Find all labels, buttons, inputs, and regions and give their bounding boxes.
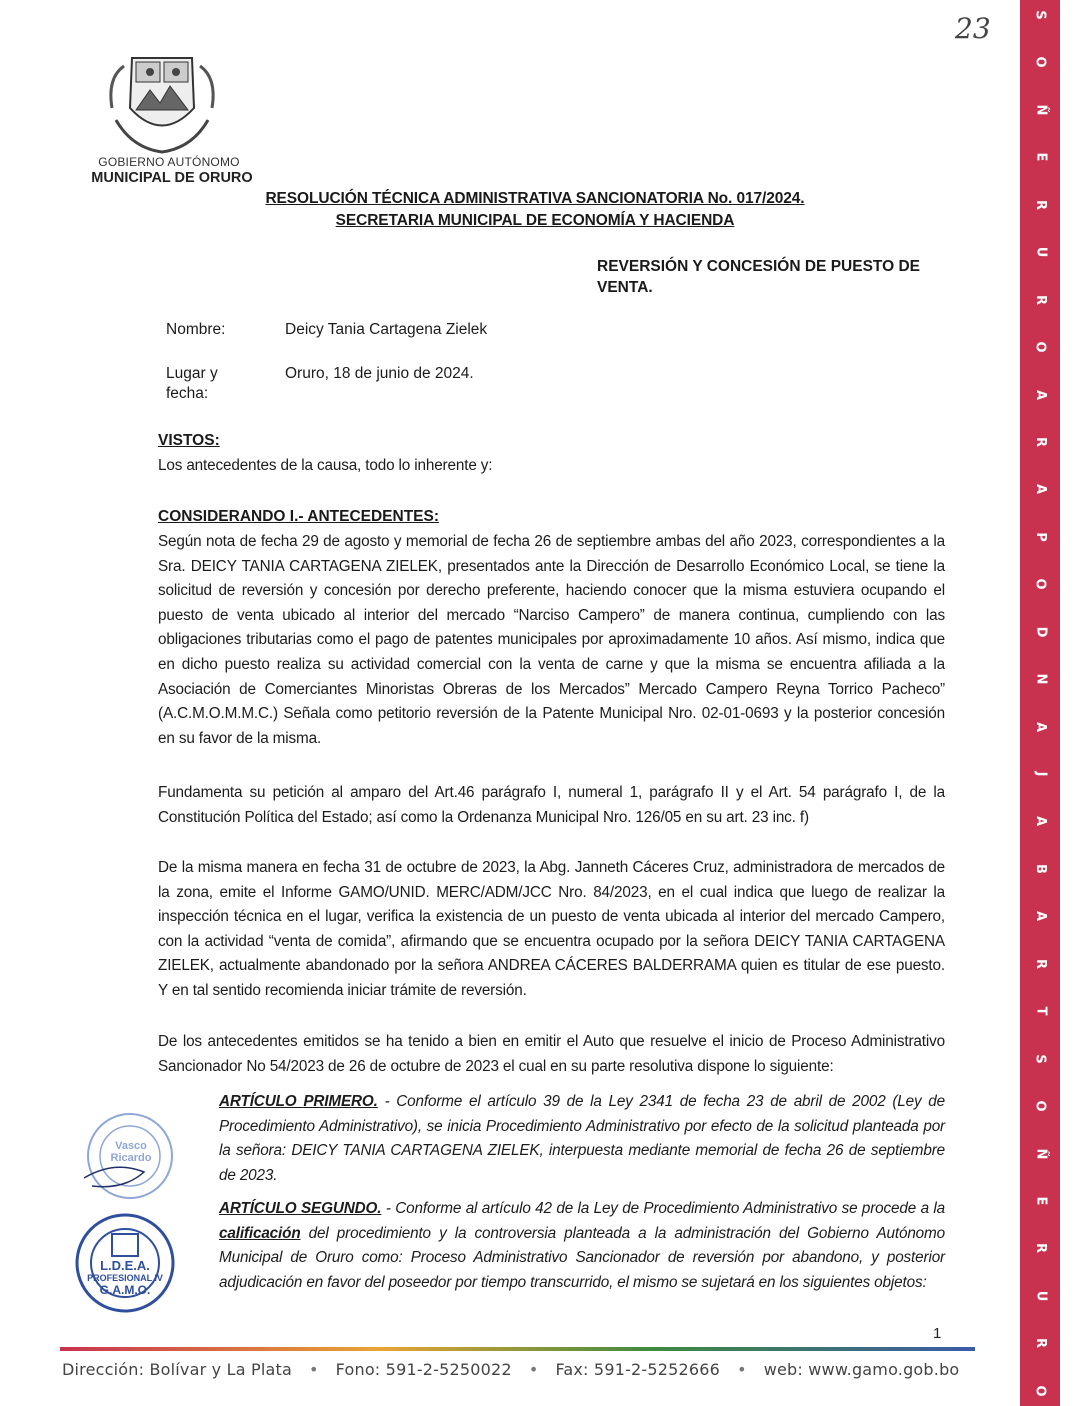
paragraph-fundamento: Fundamenta su petición al amparo del Art.46 parágrafo I, numeral 1, parágrafo II y el Art. 54 parágrafo I, de la Constitución Política del Estado; así como la Ordenanza Municipal Nro. 126/05 en su art. 23 inc. f): [158, 784, 945, 826]
side-band-letter: A: [1033, 911, 1048, 922]
paragraph-auto: De los antecedentes emitidos se ha tenido a bien en emitir el Auto que resuelve el inicio de Proceso Administrativo Sancionador No 54/2023 de 26 de octubre de 2023 el cual en su parte resolutiva dispone lo siguiente:: [158, 1033, 945, 1075]
side-band-letter: S: [1033, 1053, 1048, 1064]
logo-caption-line1: GOBIERNO AUTÓNOMO: [98, 155, 240, 169]
subject: REVERSIÓN Y CONCESIÓN DE PUESTO DE VENTA.: [597, 258, 920, 296]
footer-address: Dirección: Bolívar y La Plata: [62, 1360, 293, 1379]
considerando-heading: CONSIDERANDO I.- ANTECEDENTES:: [158, 508, 440, 525]
handwritten-folio: 23: [955, 12, 991, 45]
side-band-letter: J: [1033, 771, 1048, 777]
side-band-letter: A: [1033, 816, 1048, 827]
article-second: [219, 1197, 945, 1295]
page-number: 1: [933, 1325, 942, 1342]
side-band-letter: E: [1032, 1196, 1048, 1206]
side-band-letter: D: [1032, 626, 1048, 638]
side-band-letter: P: [1033, 532, 1048, 542]
name-value: Deicy Tania Cartagena Zielek: [285, 321, 488, 338]
name-label: Nombre:: [166, 321, 226, 338]
article-first: [219, 1090, 945, 1188]
article-first-text: - Conforme el artículo 39 de la Ley 2341 de fecha 23 de abril de 2002 (Ley de Procedimiento Administrativo), se inicia Procedimiento Administrativo por efecto de la solicitud planteada por la señora: DEICY TANIA CARTAGENA ZIELEK, interpuesta mediante memorial de fecha 26 de septiembre de 2023.: [219, 1093, 945, 1184]
side-band-letter: R: [1032, 436, 1048, 447]
side-band-letter: U: [1033, 1290, 1048, 1302]
footer-separator: •: [309, 1360, 319, 1379]
article-second-text-pre: - Conforme al artículo 42 de la Ley de Procedimiento Administrativo se procede a la: [381, 1200, 945, 1217]
footer-fax: Fax: 591-2-5252666: [555, 1360, 721, 1379]
side-band-letter: A: [1033, 389, 1048, 400]
side-band-letter: O: [1033, 1100, 1048, 1112]
official-seal: [74, 1212, 176, 1314]
secretariat-title: SECRETARIA MUNICIPAL DE ECONOMÍA Y HACIENDA: [335, 212, 735, 229]
article-second-emphasis: calificación: [219, 1224, 301, 1242]
side-band-letter: O: [1033, 56, 1048, 68]
article-second-text-post: del procedimiento y la controversia planteada a la administración del Gobierno Autónomo Municipal de Oruro como: Proceso Administrativo Sancionador de reversión por abandono, y posterior adjudicación en favor del poseedor por tiempo transcurrido, el mismo se sujetará en los siguientes objetos:: [219, 1224, 945, 1291]
vistos-heading: VISTOS:: [158, 432, 220, 449]
side-band-letter: R: [1032, 1243, 1048, 1254]
article-first-label: ARTÍCULO PRIMERO.: [219, 1093, 378, 1110]
side-band-letter: E: [1032, 152, 1048, 162]
place-date-label: Lugar y fecha:: [166, 365, 218, 402]
side-band-letter: A: [1033, 721, 1048, 732]
footer-web[interactable]: web: www.gamo.gob.bo: [763, 1360, 960, 1379]
signature-stamp: [84, 1110, 176, 1202]
side-band-letter: S: [1033, 10, 1048, 20]
side-band-letter: O: [1033, 1385, 1048, 1397]
side-band-letter: N: [1032, 673, 1048, 685]
seal-line1: L.D.E.A.: [100, 1258, 150, 1273]
paragraph-antecedentes: Según nota de fecha 29 de agosto y memorial de fecha 26 de septiembre ambas del año 2023, correspondientes a la Sra. DEICY TANIA CARTAGENA ZIELEK, presentados ante la Dirección de Desarrollo Económico Local, se tiene la solicitud de reversión y concesión por derecho preferente, haciendo conocer que la misma estuviera ocupando el puesto de venta ubicado al interior del mercado “Narciso Campero” de manera continua, cumpliendo con las obligaciones tributarias como el pago de patentes municipales por aproximadamente 10 años. Así mismo, indica que en dicho puesto realiza su actividad comercial con la venta de carne y que la misma se encuentra afiliada a la Asociación de Comerciantes Minoristas Obreras de los Mercados” Mercado Campero Reyna Torrico Pacheco” (A.C.M.O.M.M.C.) Señala como petitorio reversión de la Patente Municipal Nro. 02-01-0693 y la posterior concesión en su favor de la misma.: [158, 533, 945, 747]
side-band-letter: R: [1032, 1338, 1048, 1349]
side-band-letter: R: [1032, 294, 1048, 305]
side-band-letter: Ñ: [1032, 1148, 1048, 1159]
side-band-letter: O: [1033, 578, 1048, 590]
footer-separator: •: [528, 1360, 539, 1379]
side-band-letter: U: [1033, 246, 1048, 258]
footer-separator: •: [737, 1360, 747, 1379]
logo-caption-line2: MUNICIPAL DE ORURO: [91, 170, 253, 186]
side-band-letter: B: [1032, 863, 1048, 874]
side-band-letter: R: [1032, 958, 1048, 969]
footer-phone: Fono: 591-2-5250022: [335, 1360, 512, 1379]
side-band-slogan: [1020, 8, 1060, 1398]
seal-line2: PROFESIONAL IV: [87, 1273, 163, 1283]
article-second-label: ARTÍCULO SEGUNDO.: [219, 1200, 382, 1217]
paragraph-informe: De la misma manera en fecha 31 de octubre de 2023, la Abg. Janneth Cáceres Cruz, administradora de mercados de la zona, emite el Informe GAMO/UNID. MERC/ADM/JCC Nro. 84/2023, en el cual indica que luego de realizar la inspección técnica en el lugar, verifica la existencia de un puesto de venta ubicada al interior del mercado Campero, con la actividad “venta de comida”, afirmando que se encuentra ocupado por la señora DEICY TANIA CARTAGENA ZIELEK, actualmente abandonado por la señora ANDREA CÁCERES BALDERRAMA quien es titular de ese puesto. Y en tal sentido recomienda iniciar trámite de reversión.: [158, 859, 945, 999]
footer-divider: [60, 1347, 975, 1351]
resolution-title: RESOLUCIÓN TÉCNICA ADMINISTRATIVA SANCIONATORIA No. 017/2024.: [265, 190, 805, 207]
side-band-letter: A: [1033, 484, 1048, 495]
stamp1-text: Vasco Ricardo: [110, 1140, 152, 1164]
vistos-text: Los antecedentes de la causa, todo lo inherente y:: [158, 457, 493, 474]
side-band-letter: T: [1033, 1006, 1048, 1016]
side-band-letter: Ñ: [1032, 104, 1048, 116]
side-band-letter: R: [1032, 199, 1048, 210]
seal-text: [74, 1260, 176, 1296]
municipal-logo: [102, 48, 222, 158]
seal-line3: G.A.M.O.: [99, 1283, 151, 1297]
place-date-value: Oruro, 18 de junio de 2024.: [285, 365, 474, 382]
side-band: [1020, 0, 1060, 1406]
footer: [62, 1360, 982, 1379]
side-band-letter: O: [1033, 341, 1048, 353]
